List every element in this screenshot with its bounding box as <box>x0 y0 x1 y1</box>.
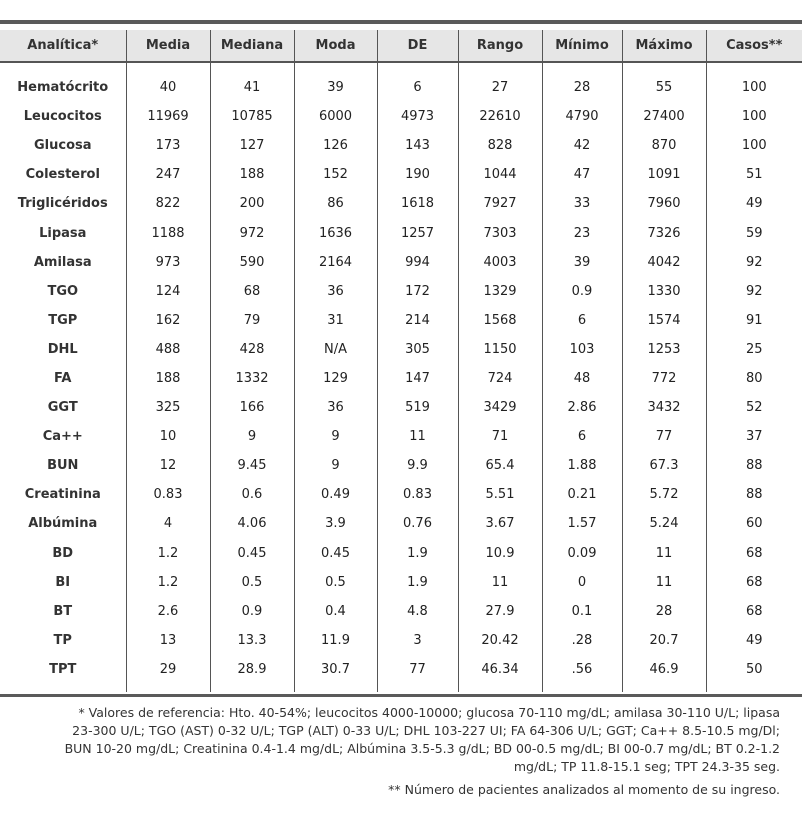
table-cell: 11 <box>377 422 458 451</box>
table-row <box>0 218 802 247</box>
table-cell: 77 <box>377 655 458 692</box>
table-cell: 166 <box>210 393 294 422</box>
table-cell: 828 <box>458 131 542 160</box>
table-cell: 200 <box>210 189 294 218</box>
analyte-name: Creatinina <box>24 487 101 503</box>
analyte-name: TGP <box>48 312 78 328</box>
table-cell: 247 <box>126 160 210 189</box>
table-cell: 0.21 <box>542 480 622 509</box>
table-row <box>0 597 802 626</box>
table-cell: 20.42 <box>458 626 542 655</box>
table-cell: 9 <box>294 422 377 451</box>
table-cell: 1332 <box>210 364 294 393</box>
table-cell: 1618 <box>377 189 458 218</box>
table-cell: 1257 <box>377 218 458 247</box>
table-cell: 100 <box>706 131 802 160</box>
table-cell: 7326 <box>622 218 706 247</box>
table-cell: 1.88 <box>542 451 622 480</box>
table-cell: 68 <box>706 568 802 597</box>
table-cell: 46.34 <box>458 655 542 692</box>
cases-note: ** Número de pacientes analizados al momento de su ingreso. <box>388 782 780 797</box>
table-cell: 51 <box>706 160 802 189</box>
table-cell: 1329 <box>458 277 542 306</box>
table-cell: 47 <box>542 160 622 189</box>
table-row <box>0 335 802 364</box>
table-row <box>0 568 802 597</box>
table-row <box>0 277 802 306</box>
column-header: Máximo <box>622 30 706 62</box>
table-cell: 39 <box>542 248 622 277</box>
table-cell: 1574 <box>622 306 706 335</box>
table-cell: 1.2 <box>126 539 210 568</box>
table-cell: 3.67 <box>458 509 542 538</box>
table-cell: 0.83 <box>377 480 458 509</box>
table-cell: .28 <box>542 626 622 655</box>
table-cell: 22610 <box>458 102 542 131</box>
table-cell: 27400 <box>622 102 706 131</box>
table-cell: 724 <box>458 364 542 393</box>
table-cell: 88 <box>706 480 802 509</box>
table-cell: 325 <box>126 393 210 422</box>
table-cell: 0.5 <box>210 568 294 597</box>
top-rule <box>0 20 802 24</box>
table-cell: 590 <box>210 248 294 277</box>
table-cell: N/A <box>294 335 377 364</box>
table-cell: 1.2 <box>126 568 210 597</box>
table-cell: 2.86 <box>542 393 622 422</box>
table-row <box>0 626 802 655</box>
table-cell: 27.9 <box>458 597 542 626</box>
analyte-name: Amilasa <box>33 254 92 270</box>
table-header-row <box>0 30 802 62</box>
table-cell: 37 <box>706 422 802 451</box>
table-row <box>0 189 802 218</box>
table-cell: 1330 <box>622 277 706 306</box>
table-cell: 0.83 <box>126 480 210 509</box>
table-cell: 9.45 <box>210 451 294 480</box>
analyte-name: BUN <box>47 458 79 474</box>
table-cell: 0.9 <box>542 277 622 306</box>
analyte-name: Ca++ <box>42 429 83 445</box>
table-cell: 68 <box>706 539 802 568</box>
table-row <box>0 62 802 102</box>
table-cell: 3429 <box>458 393 542 422</box>
table-cell: 10785 <box>210 102 294 131</box>
table-cell: 3 <box>377 626 458 655</box>
table-cell: 49 <box>706 626 802 655</box>
table-footnotes <box>60 704 780 799</box>
table-cell: 162 <box>126 306 210 335</box>
table-cell: 80 <box>706 364 802 393</box>
table-cell: 91 <box>706 306 802 335</box>
table-row <box>0 364 802 393</box>
table-cell: 55 <box>622 62 706 102</box>
table-cell: 1188 <box>126 218 210 247</box>
table-cell: 67.3 <box>622 451 706 480</box>
table-cell: 10.9 <box>458 539 542 568</box>
table-cell: 13 <box>126 626 210 655</box>
analyte-name: Glucosa <box>33 138 92 154</box>
table-cell: 100 <box>706 102 802 131</box>
table-cell: 124 <box>126 277 210 306</box>
table-row <box>0 248 802 277</box>
table-row <box>0 539 802 568</box>
table-cell: 822 <box>126 189 210 218</box>
table-cell: 2164 <box>294 248 377 277</box>
table-cell: 33 <box>542 189 622 218</box>
table-cell: 0.49 <box>294 480 377 509</box>
table-cell: 28.9 <box>210 655 294 692</box>
column-header: Media <box>126 30 210 62</box>
column-header: Rango <box>458 30 542 62</box>
table-cell: 12 <box>126 451 210 480</box>
table-cell: 11969 <box>126 102 210 131</box>
table-cell: 6000 <box>294 102 377 131</box>
table-cell: 4 <box>126 509 210 538</box>
table-cell: 88 <box>706 451 802 480</box>
table-row <box>0 393 802 422</box>
table-cell: 973 <box>126 248 210 277</box>
analyte-name: BT <box>53 603 73 619</box>
table-cell: 40 <box>126 62 210 102</box>
table-cell: 28 <box>622 597 706 626</box>
table-cell: 172 <box>377 277 458 306</box>
table-cell: 0.6 <box>210 480 294 509</box>
table-cell: 31 <box>294 306 377 335</box>
column-header: Moda <box>294 30 377 62</box>
reference-values-note: * Valores de referencia: Hto. 40-54%; leucocitos 4000-10000; glucosa 70-110 mg/dL; amilasa 30-110 U/L; lipasa 23-300 U/L; TGO (AST) 0-32 U/L; TGP (ALT) 0-33 U/L; DHL 103-227 UI; FA 64-306 U/L; GGT; Ca++ 8.5-10.5 mg/Dl; BUN 10-20 mg/dL; Creatinina 0.4-1.4 mg/dL; Albúmina 3.5-5.3 g/dL; BD 00-0.5 mg/dL; BI 00-0.7 mg/dL; BT 0.2-1.2 mg/dL; TP 11.8-15.1 seg; TPT 24.3-35 seg. <box>64 705 780 774</box>
table-cell: 4042 <box>622 248 706 277</box>
table-cell: 994 <box>377 248 458 277</box>
table-cell: 79 <box>210 306 294 335</box>
table-row <box>0 509 802 538</box>
table-cell: 772 <box>622 364 706 393</box>
table-cell: 2.6 <box>126 597 210 626</box>
table-body <box>0 62 802 692</box>
table-cell: 0.5 <box>294 568 377 597</box>
table-cell: 7960 <box>622 189 706 218</box>
table-cell: 7927 <box>458 189 542 218</box>
table-cell: 5.24 <box>622 509 706 538</box>
analyte-name: Leucocitos <box>23 109 102 125</box>
table-cell: 152 <box>294 160 377 189</box>
table-cell: 9 <box>210 422 294 451</box>
table-cell: 4.06 <box>210 509 294 538</box>
table-cell: 1044 <box>458 160 542 189</box>
table-cell: 39 <box>294 62 377 102</box>
table-cell: 127 <box>210 131 294 160</box>
table-row <box>0 451 802 480</box>
table-cell: 0.45 <box>210 539 294 568</box>
table-row <box>0 480 802 509</box>
table-cell: 92 <box>706 248 802 277</box>
table-cell: 190 <box>377 160 458 189</box>
analyte-name: GGT <box>47 400 78 416</box>
table-cell: 100 <box>706 62 802 102</box>
analyte-name: TPT <box>49 661 77 677</box>
table-cell: 28 <box>542 62 622 102</box>
analyte-name: BD <box>52 545 74 561</box>
table-cell: 1.9 <box>377 539 458 568</box>
table-cell: 36 <box>294 393 377 422</box>
table-cell: 126 <box>294 131 377 160</box>
table-cell: 41 <box>210 62 294 102</box>
table-cell: 5.51 <box>458 480 542 509</box>
table-cell: 103 <box>542 335 622 364</box>
table-cell: 46.9 <box>622 655 706 692</box>
table-cell: 0.4 <box>294 597 377 626</box>
column-header: Analítica* <box>0 30 126 62</box>
table-cell: .56 <box>542 655 622 692</box>
table-cell: 25 <box>706 335 802 364</box>
table-cell: 1253 <box>622 335 706 364</box>
analyte-name: BI <box>55 574 71 590</box>
table-cell: 173 <box>126 131 210 160</box>
table-cell: 86 <box>294 189 377 218</box>
table-cell: 0.45 <box>294 539 377 568</box>
column-header: Casos** <box>706 30 802 62</box>
table-cell: 1636 <box>294 218 377 247</box>
table-cell: 428 <box>210 335 294 364</box>
table-cell: 6 <box>377 62 458 102</box>
table-cell: 11 <box>622 539 706 568</box>
table-cell: 65.4 <box>458 451 542 480</box>
table-cell: 0.76 <box>377 509 458 538</box>
bottom-rule <box>0 694 802 697</box>
table-cell: 972 <box>210 218 294 247</box>
table-cell: 68 <box>706 597 802 626</box>
table-row <box>0 160 802 189</box>
table-cell: 92 <box>706 277 802 306</box>
table-cell: 59 <box>706 218 802 247</box>
table-cell: 214 <box>377 306 458 335</box>
table-cell: 188 <box>126 364 210 393</box>
table-cell: 23 <box>542 218 622 247</box>
column-header: DE <box>377 30 458 62</box>
table-cell: 0 <box>542 568 622 597</box>
lab-results-table <box>0 30 802 692</box>
table-row <box>0 655 802 692</box>
analyte-name: Colesterol <box>25 167 100 183</box>
analyte-name: DHL <box>47 341 78 357</box>
table-cell: 147 <box>377 364 458 393</box>
table-cell: 49 <box>706 189 802 218</box>
table-cell: 10 <box>126 422 210 451</box>
table-cell: 188 <box>210 160 294 189</box>
table-cell: 9 <box>294 451 377 480</box>
table-cell: 68 <box>210 277 294 306</box>
table-cell: 1091 <box>622 160 706 189</box>
table-row <box>0 306 802 335</box>
table-cell: 6 <box>542 306 622 335</box>
table-cell: 519 <box>377 393 458 422</box>
analyte-name: TGO <box>47 283 79 299</box>
table-cell: 1568 <box>458 306 542 335</box>
column-header: Mínimo <box>542 30 622 62</box>
table-cell: 30.7 <box>294 655 377 692</box>
table-cell: 3432 <box>622 393 706 422</box>
table-cell: 4973 <box>377 102 458 131</box>
table-cell: 11.9 <box>294 626 377 655</box>
analyte-name: TP <box>53 632 72 648</box>
analyte-name: Lipasa <box>39 225 87 241</box>
analyte-name: Hematócrito <box>17 80 109 96</box>
table-cell: 1150 <box>458 335 542 364</box>
table-cell: 1.57 <box>542 509 622 538</box>
table-cell: 52 <box>706 393 802 422</box>
table-cell: 305 <box>377 335 458 364</box>
table-cell: 488 <box>126 335 210 364</box>
table-row <box>0 102 802 131</box>
table-cell: 0.1 <box>542 597 622 626</box>
table-cell: 20.7 <box>622 626 706 655</box>
table-cell: 0.09 <box>542 539 622 568</box>
table-cell: 77 <box>622 422 706 451</box>
column-header: Mediana <box>210 30 294 62</box>
table-cell: 13.3 <box>210 626 294 655</box>
table-cell: 0.9 <box>210 597 294 626</box>
table-cell: 27 <box>458 62 542 102</box>
table-cell: 11 <box>458 568 542 597</box>
table-cell: 7303 <box>458 218 542 247</box>
analyte-name: Albúmina <box>28 516 98 532</box>
table-cell: 143 <box>377 131 458 160</box>
analyte-name: FA <box>54 370 72 386</box>
table-cell: 4003 <box>458 248 542 277</box>
table-cell: 5.72 <box>622 480 706 509</box>
analyte-name: Triglicéridos <box>17 196 108 212</box>
table-row <box>0 131 802 160</box>
table-cell: 60 <box>706 509 802 538</box>
table-cell: 71 <box>458 422 542 451</box>
table-cell: 50 <box>706 655 802 692</box>
table-cell: 870 <box>622 131 706 160</box>
table-cell: 48 <box>542 364 622 393</box>
table-cell: 42 <box>542 131 622 160</box>
table-cell: 9.9 <box>377 451 458 480</box>
table-cell: 3.9 <box>294 509 377 538</box>
table-cell: 1.9 <box>377 568 458 597</box>
table-cell: 6 <box>542 422 622 451</box>
table-row <box>0 422 802 451</box>
table-cell: 4790 <box>542 102 622 131</box>
table-cell: 36 <box>294 277 377 306</box>
table-cell: 29 <box>126 655 210 692</box>
table-cell: 129 <box>294 364 377 393</box>
table-cell: 11 <box>622 568 706 597</box>
table-cell: 4.8 <box>377 597 458 626</box>
